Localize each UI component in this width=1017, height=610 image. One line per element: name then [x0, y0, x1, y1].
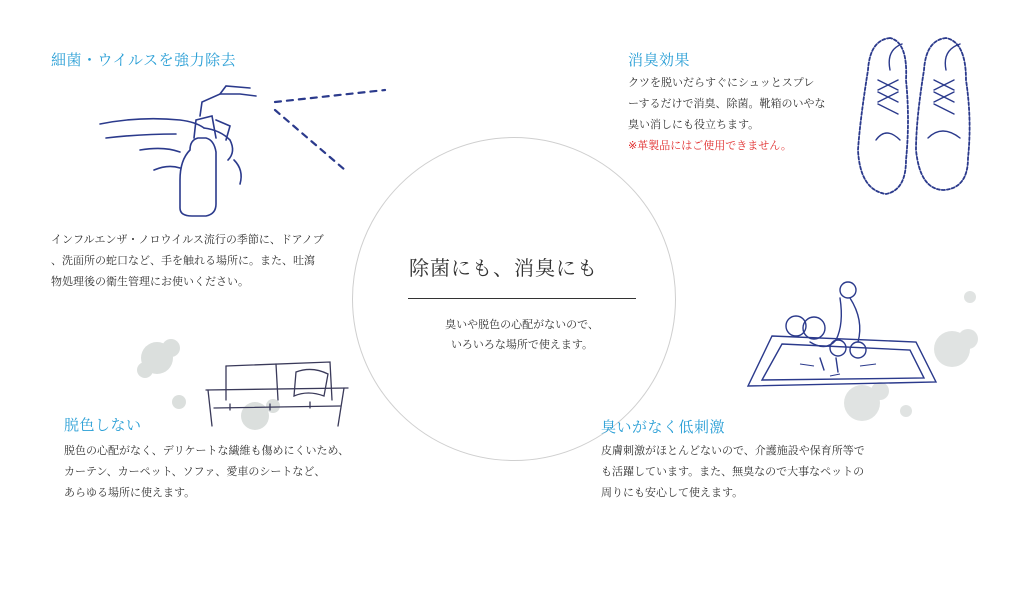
low-irritation-heading: 臭いがなく低刺激 [601, 418, 726, 436]
sterilize-heading: 細菌・ウイルスを強力除去 [51, 51, 237, 69]
sterilize-line: 物処理後の衛生管理にお使いください。 [51, 275, 249, 288]
center-divider [408, 298, 636, 299]
low-irritation-line: 周りにも安心して使えます。 [601, 486, 744, 499]
poodle-on-mat-illustration [740, 280, 940, 395]
spray-bottle-illustration [80, 80, 390, 220]
sterilize-description [51, 229, 324, 292]
sterilize-line: インフルエンザ・ノロウイルス流行の季節に、ドアノブ [51, 233, 324, 246]
center-description [402, 315, 642, 355]
sterilize-line: 、洗面所の蛇口など、手を触れる場所に。また、吐瀉 [51, 254, 315, 267]
deodorize-line: クツを脱いだらすぐにシュッとスプレ [628, 76, 815, 89]
low-irritation-description [601, 440, 865, 503]
no-bleach-heading: 脱色しない [64, 416, 142, 434]
center-circle [352, 137, 676, 461]
low-irritation-line: 皮膚刺激がほとんどないので、介護施設や保育所等で [601, 444, 865, 457]
deodorize-description [628, 72, 825, 156]
deodorize-line: ーするだけで消臭、除菌。靴箱のいやな [628, 97, 826, 110]
low-irritation-line: も活躍しています。また、無臭なので大事なペットの [601, 465, 865, 478]
center-title: 除菌にも、消臭にも [409, 256, 598, 280]
center-line: 臭いや脱色の心配がないので、 [445, 318, 599, 331]
deodorize-line: 臭い消しにも役立ちます。 [628, 118, 760, 131]
no-bleach-line: あらゆる場所に使えます。 [64, 486, 196, 499]
shoes-illustration [850, 30, 980, 200]
leather-warning: ※革製品にはご使用できません。 [628, 139, 792, 152]
center-line: いろいろな場所で使えます。 [450, 338, 594, 351]
sofa-illustration [200, 360, 350, 430]
no-bleach-line: カーテン、カーペット、ソファ、愛車のシートなど、 [64, 465, 326, 478]
no-bleach-description [64, 440, 349, 503]
no-bleach-line: 脱色の心配がなく、デリケートな繊維も傷めにくいため、 [64, 444, 350, 457]
deodorize-heading: 消臭効果 [628, 51, 691, 69]
